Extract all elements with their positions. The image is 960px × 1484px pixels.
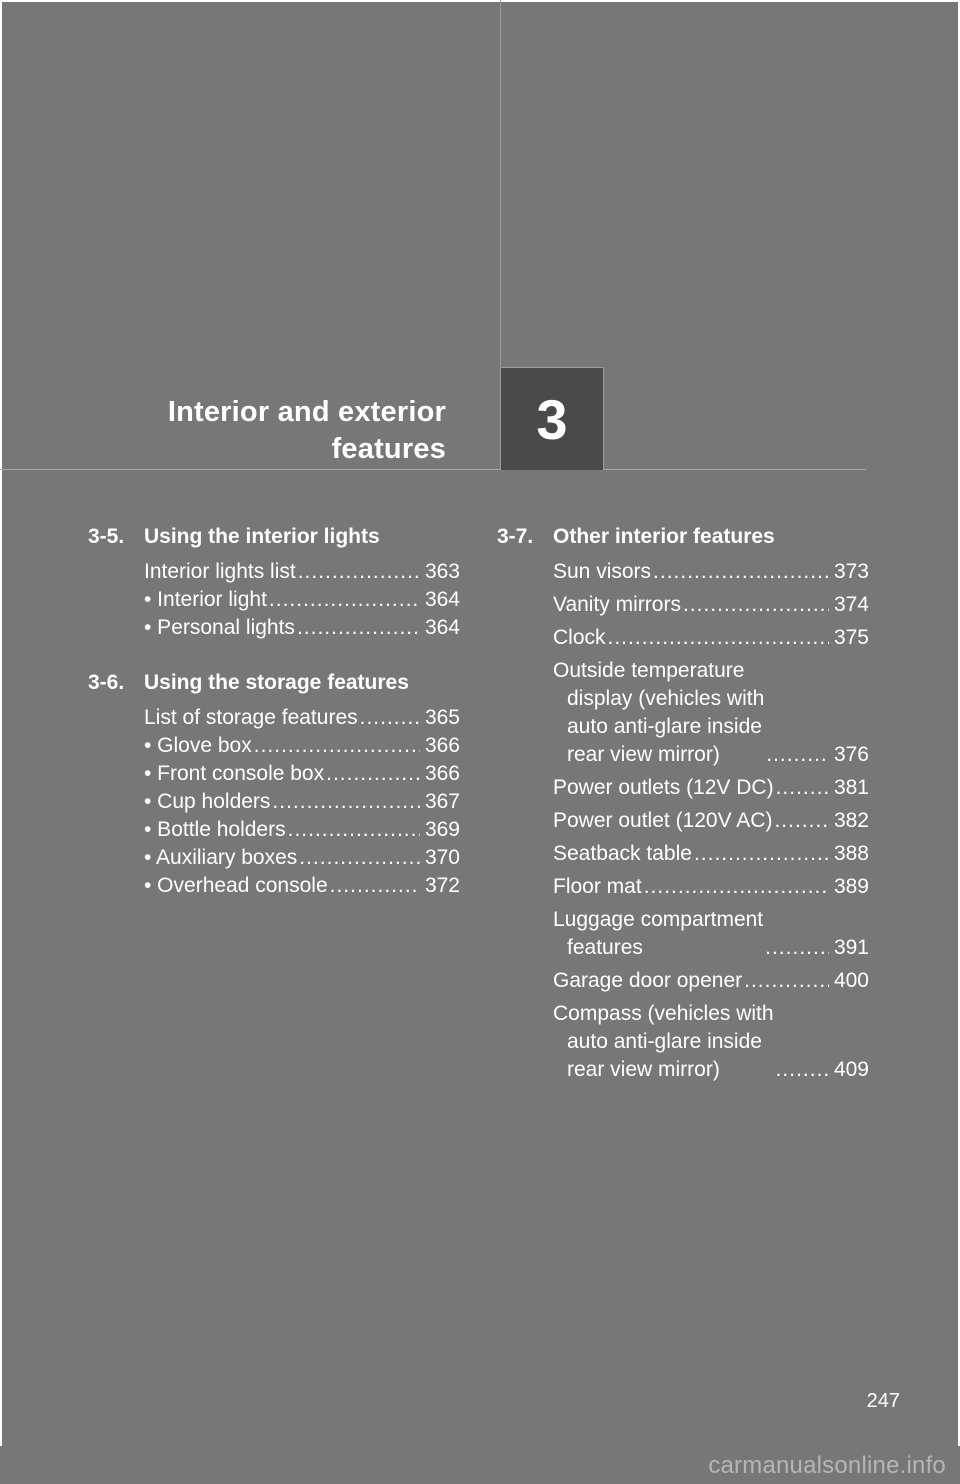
toc-entry-title: [144, 586, 267, 614]
dot-leader: [252, 732, 420, 760]
toc-section: [88, 522, 460, 642]
toc-entry-page: 369: [424, 818, 460, 841]
toc-entry-title-line: Vanity mirrors: [553, 593, 681, 616]
dot-leader: [358, 704, 420, 732]
toc-entry[interactable]: [144, 844, 460, 872]
toc-entry[interactable]: [553, 1000, 869, 1084]
toc-entry-page: 366: [424, 762, 460, 785]
toc-entry-page: 365: [424, 706, 460, 729]
dot-leader: [692, 840, 829, 868]
toc-entry[interactable]: [553, 591, 869, 619]
toc-entry-title-line: features: [567, 936, 643, 959]
dot-leader: [328, 872, 420, 900]
toc-entry-title-line: Clock: [553, 626, 606, 649]
toc-entry[interactable]: [553, 624, 869, 652]
dot-leader: [642, 873, 829, 901]
section-title: Using the interior lights: [144, 525, 380, 548]
toc-entry-page: 391: [833, 936, 869, 959]
page-number: 247: [866, 1390, 900, 1412]
toc-entry-page: 389: [833, 875, 869, 898]
toc-entry-title-line: List of storage features: [144, 706, 358, 729]
toc-entry-title: [553, 1000, 774, 1084]
toc-entry-page: 366: [424, 734, 460, 757]
dot-leader: [763, 934, 829, 962]
toc-column-right: [497, 522, 869, 1110]
toc-entry-title-line: Floor mat: [553, 875, 642, 898]
toc-entry-title-line: Garage door opener: [553, 969, 743, 992]
toc-entry-title-line: • Overhead console: [144, 874, 328, 897]
toc-entry-title: [144, 760, 324, 788]
toc-entry-title: [553, 873, 642, 901]
dot-leader: [774, 774, 829, 802]
toc-entry-title-line: display (vehicles with: [567, 687, 765, 710]
toc-entry-page: 372: [424, 874, 460, 897]
toc-entry-title-line: • Cup holders: [144, 790, 271, 813]
section-heading[interactable]: [497, 522, 869, 552]
toc-entry[interactable]: [553, 657, 869, 769]
dot-leader: [651, 558, 829, 586]
toc-entry-title: [553, 840, 692, 868]
toc-entry-page: 374: [833, 593, 869, 616]
toc-entry[interactable]: [144, 558, 460, 586]
chapter-title-line1: Interior and exterior: [167, 396, 446, 428]
toc-entry-title: [144, 732, 252, 760]
toc-entry[interactable]: [144, 732, 460, 760]
toc-entry-page: 382: [833, 809, 869, 832]
dot-leader: [296, 558, 420, 586]
section-heading[interactable]: [88, 668, 460, 698]
header-rule: [0, 469, 866, 470]
toc-entry-title: [144, 872, 328, 900]
toc-column-left: [88, 522, 460, 926]
toc-entry-title: [553, 624, 606, 652]
section-number: 3-5.: [88, 525, 125, 548]
toc-entry-title-line: • Bottle holders: [144, 818, 286, 841]
toc-entry-page: 370: [424, 846, 460, 869]
toc-entry-page: 364: [424, 616, 460, 639]
toc-entry-title: [553, 807, 772, 835]
toc-entry[interactable]: [553, 967, 869, 995]
toc-entry-title-line: Power outlets (12V DC): [553, 776, 774, 799]
toc-entry-title-line: rear view mirror): [567, 743, 720, 766]
toc-entry-page: 388: [833, 842, 869, 865]
toc-entry[interactable]: [553, 906, 869, 962]
toc-entry-page: 375: [833, 626, 869, 649]
toc-entry-page: 400: [833, 969, 869, 992]
toc-entry-title-line: • Front console box: [144, 762, 325, 785]
toc-entry[interactable]: [553, 774, 869, 802]
toc-entry-title: [144, 844, 297, 872]
section-title: Using the storage features: [144, 671, 409, 694]
toc-entry-title-line: rear view mirror): [567, 1058, 720, 1081]
dot-leader: [774, 1056, 829, 1084]
dot-leader: [764, 741, 829, 769]
toc-entry-title: [144, 558, 296, 586]
dot-leader: [286, 816, 420, 844]
toc-entry[interactable]: [144, 760, 460, 788]
toc-entry-title-line: Compass (vehicles with: [553, 1002, 774, 1025]
toc-entry-title-line: • Personal lights: [144, 616, 295, 639]
toc-entry-title: [553, 967, 742, 995]
toc-entry-page: 381: [833, 776, 869, 799]
toc-entry[interactable]: [144, 704, 460, 732]
toc-entry-title-line: • Auxiliary boxes: [144, 846, 298, 869]
toc-entry-title: [144, 788, 270, 816]
toc-entry[interactable]: [144, 816, 460, 844]
toc-entry-title-line: Power outlet (120V AC): [553, 809, 773, 832]
chapter-number-tab: 3: [500, 367, 604, 470]
dot-leader: [742, 967, 829, 995]
toc-entry-title-line: Seatback table: [553, 842, 692, 865]
dot-leader: [606, 624, 829, 652]
section-title: Other interior features: [553, 525, 775, 548]
dot-leader: [681, 591, 829, 619]
toc-entry-title: [553, 774, 774, 802]
toc-entry[interactable]: [144, 614, 460, 642]
toc-entry-title: [144, 614, 295, 642]
toc-entry-title-line: Interior lights list: [144, 560, 296, 583]
chapter-title-line2: features: [331, 433, 446, 465]
toc-entries: [144, 558, 460, 642]
toc-entry-title-line: Outside temperature: [553, 659, 745, 682]
chapter-title: [168, 394, 446, 468]
toc-entry-title: [553, 906, 763, 962]
toc-section: [88, 668, 460, 900]
toc-entry[interactable]: [553, 873, 869, 901]
dot-leader: [267, 586, 420, 614]
toc-section: [497, 522, 869, 1084]
toc-entry[interactable]: [553, 558, 869, 586]
toc-entry[interactable]: [553, 840, 869, 868]
toc-entry[interactable]: [144, 788, 460, 816]
toc-entry-page: 376: [833, 743, 869, 766]
toc-entry-title: [144, 816, 286, 844]
dot-leader: [772, 807, 829, 835]
toc-entry-page: 367: [424, 790, 460, 813]
toc-entry-title: [553, 657, 764, 769]
toc-entry-title-line: auto anti-glare inside: [567, 715, 762, 738]
toc-entry-page: 363: [424, 560, 460, 583]
toc-entry-title-line: Luggage compartment: [553, 908, 764, 931]
toc-entry-title: [553, 558, 651, 586]
dot-leader: [297, 844, 420, 872]
toc-entry-page: 373: [833, 560, 869, 583]
watermark-text: carmanualsonline.info: [708, 1452, 946, 1479]
toc-entry[interactable]: [144, 586, 460, 614]
toc-entry-page: 364: [424, 588, 460, 611]
vertical-divider: [500, 0, 501, 368]
section-number: 3-6.: [88, 671, 125, 694]
dot-leader: [324, 760, 420, 788]
toc-entry-title: [553, 591, 681, 619]
dot-leader: [270, 788, 420, 816]
toc-entry-title-line: auto anti-glare inside: [567, 1030, 762, 1053]
toc-entry-page: 409: [833, 1058, 869, 1081]
toc-entry[interactable]: [553, 807, 869, 835]
toc-entries: [144, 704, 460, 900]
toc-entries: [553, 558, 869, 1084]
section-number: 3-7.: [497, 525, 534, 548]
toc-entry-title-line: • Interior light: [144, 588, 267, 611]
toc-entry-title-line: • Glove box: [144, 734, 252, 757]
toc-entry-title-line: Sun visors: [553, 560, 652, 583]
dot-leader: [295, 614, 420, 642]
toc-entry-title: [144, 704, 358, 732]
section-heading[interactable]: [88, 522, 460, 552]
toc-entry[interactable]: [144, 872, 460, 900]
